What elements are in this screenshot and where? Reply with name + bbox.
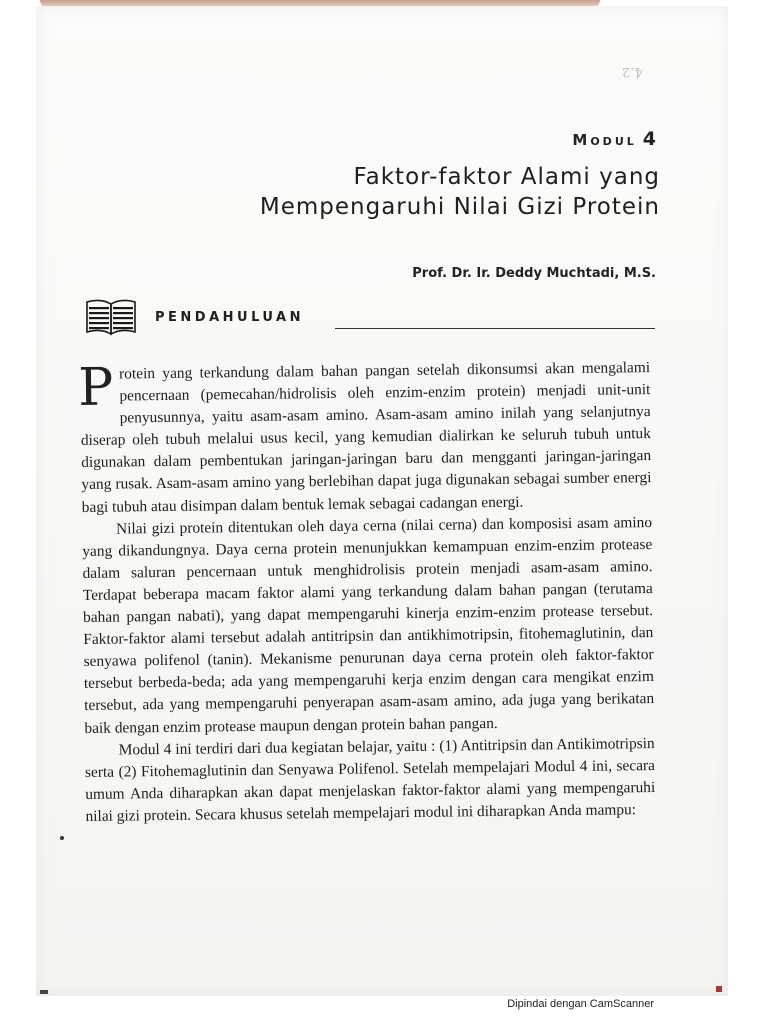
title-line-2: Mempengaruhi Nilai Gizi Protein (259, 194, 660, 220)
paragraph-1 (77, 357, 652, 519)
module-word: Modul (572, 131, 637, 149)
margin-mark (60, 836, 64, 840)
drop-cap: P (77, 357, 114, 419)
body-text (77, 357, 656, 828)
paragraph-1-text: rotein yang terkandung dalam bahan pangan setelah dikonsumsi akan mengalami pencernaan (pemecahan/hidrolisis oleh enzim-enzim protein) menjadi unit-unit penyusunnya, yaitu asam-asam amino. Asam-asam amino inilah yang selanjutnya diserap oleh tubuh melalui usus kecil, yang kemudian dialirkan ke seluruh tubuh untuk digunakan dalam pembentukan jaringan-jaringan baru dan mengganti jaringan-jaringan yang rusak. Asam-asam amino yang berlebihan dapat juga digunakan sebagai sumber energi bagi tubuh atau disimpan dalam bentuk lemak sebagai cadangan energi. (80, 359, 652, 516)
scan-corner-mark (716, 986, 722, 992)
author: Prof. Dr. Ir. Deddy Muchtadi, M.S. (412, 266, 656, 281)
module-label (572, 128, 656, 150)
section-header (85, 298, 655, 338)
module-number: 4 (642, 128, 656, 150)
scanner-watermark: Dipindai dengan CamScanner (507, 998, 654, 1010)
book-icon (85, 298, 137, 338)
title-line-1: Faktor-faktor Alami yang (353, 164, 660, 190)
section-rule (335, 328, 655, 329)
module-title (140, 162, 660, 222)
section-title: PENDAHULUAN (155, 310, 304, 325)
scan-corner-mark (40, 990, 48, 994)
paragraph-3: Modul 4 ini terdiri dari dua kegiatan belajar, yaitu : (1) Antitripsin dan Antikimotripsin serta (2) Fitohemaglutinin dan Senyawa Polifenol. Setelah mempelajari Modul 4 ini, secara umum Anda diharapkan akan dapat menjelaskan faktor-faktor alami yang mempengaruhi nilai gizi protein. Secara khusus setelah mempelajari modul ini diharapkan Anda mampu: (84, 734, 656, 825)
paragraph-2: Nilai gizi protein ditentukan oleh daya cerna (nilai cerna) dan komposisi asam amino yang dikandungnya. Daya cerna protein menunjukkan kemampuan enzim-enzim protease dalam saluran pencernaan untuk menghidrolisis protein menjadi asam-asam amino. Terdapat beberapa macam faktor alami yang terkandung dalam bahan pangan (terutama bahan pangan nabati), yang dapat mempengaruhi kinerja enzim-enzim protease tersebut. Faktor-faktor alami tersebut adalah antitripsin dan antikhimotripsin, fitohemaglutinin, dan senyawa polifenol (tanin). Mekanisme penurunan daya cerna protein oleh faktor-faktor tersebut berbeda-beda; ada yang mempengaruhi kerja enzim dengan cara mengikat enzim tersebut, ada yang mempengaruhi penyerapan asam-asam amino, ada juga yang berikatan baik dengan enzim protease maupun dengan protein bahan pangan. (82, 513, 655, 737)
page-number: 4.2 (622, 64, 643, 79)
